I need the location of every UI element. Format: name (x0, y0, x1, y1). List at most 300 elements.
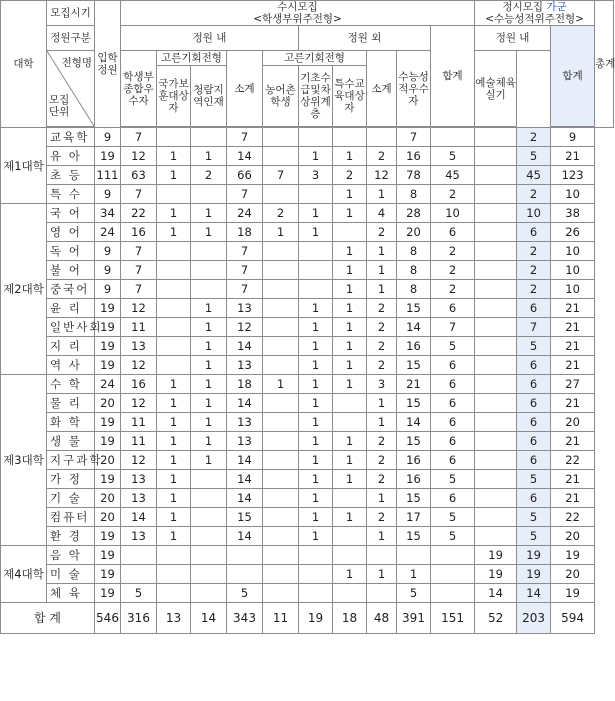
table-cell (475, 527, 517, 546)
table-cell (299, 280, 333, 299)
table-cell: 1 (299, 413, 333, 432)
header-jw-oe: 정원 외 (299, 26, 431, 51)
table-cell: 2 (431, 280, 475, 299)
table-cell (263, 565, 299, 584)
table-cell (263, 318, 299, 337)
table-cell: 1 (333, 185, 367, 204)
table-cell: 7 (121, 128, 157, 147)
table-cell (191, 470, 227, 489)
unit-name: 환 경 (47, 527, 95, 546)
table-cell (263, 451, 299, 470)
table-cell: 19 (95, 527, 121, 546)
table-cell: 7 (397, 128, 431, 147)
table-cell: 2 (263, 204, 299, 223)
total-cell: 391 (397, 603, 431, 634)
jeongsi-subtitle: <수능성적위주전형> (485, 13, 584, 25)
table-cell: 1 (157, 413, 191, 432)
table-cell (191, 565, 227, 584)
table-cell: 8 (397, 242, 431, 261)
table-cell: 1 (157, 394, 191, 413)
table-cell: 1 (299, 223, 333, 242)
table-row (1, 166, 614, 185)
table-cell: 1 (191, 318, 227, 337)
unit-name: 영 어 (47, 223, 95, 242)
table-cell: 1 (333, 356, 367, 375)
table-cell: 9 (95, 261, 121, 280)
table-cell: 1 (299, 508, 333, 527)
header-sogye1: 소계 (227, 51, 263, 127)
table-cell: 20 (95, 489, 121, 508)
table-cell (263, 299, 299, 318)
header-jeonhyeongmyeong: 전형명 (61, 57, 92, 69)
table-cell: 20 (95, 508, 121, 527)
table-cell: 16 (397, 147, 431, 166)
table-row (1, 546, 614, 565)
header-jw-nae2: 정원 내 (475, 26, 551, 51)
table-cell: 1 (299, 470, 333, 489)
table-cell: 7 (227, 261, 263, 280)
table-cell: 1 (333, 565, 367, 584)
table-cell (157, 337, 191, 356)
table-cell (157, 261, 191, 280)
table-cell: 12 (121, 147, 157, 166)
table-row (1, 204, 614, 223)
table-cell: 5 (517, 147, 551, 166)
table-cell: 1 (157, 147, 191, 166)
table-cell: 1 (333, 261, 367, 280)
table-cell: 2 (367, 299, 397, 318)
table-cell: 20 (95, 394, 121, 413)
table-cell (263, 261, 299, 280)
table-cell: 19 (95, 413, 121, 432)
table-cell: 1 (299, 299, 333, 318)
table-cell (227, 565, 263, 584)
table-cell: 1 (367, 242, 397, 261)
table-cell: 20 (551, 527, 595, 546)
table-cell (263, 356, 299, 375)
table-cell (157, 280, 191, 299)
table-cell: 6 (517, 223, 551, 242)
table-cell (263, 489, 299, 508)
table-cell: 1 (157, 223, 191, 242)
table-cell: 19 (95, 318, 121, 337)
table-cell: 5 (431, 147, 475, 166)
unit-name: 컴퓨터 (47, 508, 95, 527)
table-cell: 1 (299, 318, 333, 337)
table-cell: 10 (517, 204, 551, 223)
unit-name: 지구과학 (47, 451, 95, 470)
table-cell (191, 527, 227, 546)
table-row (1, 527, 614, 546)
table-cell: 1 (299, 337, 333, 356)
table-cell: 1 (333, 280, 367, 299)
table-cell (475, 185, 517, 204)
table-cell: 63 (121, 166, 157, 185)
table-cell: 1 (299, 204, 333, 223)
table-cell: 19 (95, 565, 121, 584)
table-cell: 7 (227, 128, 263, 147)
table-cell: 6 (517, 413, 551, 432)
table-cell: 13 (227, 356, 263, 375)
total-cell: 19 (299, 603, 333, 634)
total-row (1, 603, 614, 634)
table-cell: 1 (157, 470, 191, 489)
table-cell (475, 489, 517, 508)
table-cell (475, 166, 517, 185)
table-cell: 6 (431, 375, 475, 394)
table-cell: 66 (227, 166, 263, 185)
table-cell (475, 147, 517, 166)
table-row (1, 280, 614, 299)
table-cell: 21 (551, 489, 595, 508)
jeongsi-title (475, 1, 594, 13)
table-cell: 14 (227, 147, 263, 166)
table-cell (263, 546, 299, 565)
table-cell: 5 (517, 527, 551, 546)
table-cell: 1 (191, 413, 227, 432)
table-cell: 1 (299, 394, 333, 413)
header-hapgye2: 합계 (551, 26, 595, 127)
table-cell: 5 (517, 508, 551, 527)
table-cell (263, 337, 299, 356)
table-cell (299, 185, 333, 204)
table-cell: 7 (431, 318, 475, 337)
table-cell (157, 128, 191, 147)
table-cell: 13 (121, 489, 157, 508)
college-name: 제2대학 (1, 204, 47, 375)
table-cell: 1 (333, 147, 367, 166)
header-sogye2: 소계 (367, 51, 397, 127)
table-cell: 14 (227, 394, 263, 413)
table-cell: 5 (431, 337, 475, 356)
table-cell (157, 356, 191, 375)
table-cell: 22 (551, 451, 595, 470)
table-cell: 20 (551, 413, 595, 432)
table-cell: 6 (517, 489, 551, 508)
header-cheongnam: 청람지역인재 (191, 66, 227, 127)
table-cell: 1 (157, 527, 191, 546)
table-cell: 4 (367, 204, 397, 223)
table-cell: 1 (299, 489, 333, 508)
header-mojip-danwi: 모집단위 (49, 94, 70, 118)
table-cell: 2 (367, 470, 397, 489)
unit-name: 수 학 (47, 375, 95, 394)
table-cell: 6 (517, 432, 551, 451)
table-cell: 12 (227, 318, 263, 337)
table-cell: 9 (95, 185, 121, 204)
table-cell (475, 470, 517, 489)
susi-title: 수시모집 (277, 1, 318, 13)
table-cell: 1 (367, 413, 397, 432)
table-cell (367, 128, 397, 147)
table-cell (263, 508, 299, 527)
table-cell (475, 128, 517, 147)
table-cell: 13 (227, 413, 263, 432)
table-cell: 1 (191, 337, 227, 356)
table-cell: 9 (95, 242, 121, 261)
table-cell: 6 (517, 375, 551, 394)
table-cell: 7 (121, 261, 157, 280)
total-cell: 594 (551, 603, 595, 634)
table-cell: 21 (551, 432, 595, 451)
table-cell: 7 (263, 166, 299, 185)
table-cell: 2 (367, 147, 397, 166)
table-cell: 6 (517, 356, 551, 375)
table-cell: 7 (121, 185, 157, 204)
total-cell: 52 (475, 603, 517, 634)
table-cell: 7 (121, 280, 157, 299)
table-cell: 1 (191, 432, 227, 451)
header-haksaengbu: 학생부종합우수자 (121, 51, 157, 127)
table-cell: 19 (551, 546, 595, 565)
table-cell (191, 508, 227, 527)
jeongsi-ga: 가군 (546, 1, 567, 13)
table-row (1, 337, 614, 356)
table-cell: 2 (517, 261, 551, 280)
total-cell: 11 (263, 603, 299, 634)
table-cell: 1 (367, 527, 397, 546)
table-cell: 10 (551, 261, 595, 280)
table-cell: 1 (333, 470, 367, 489)
table-cell: 1 (333, 242, 367, 261)
table-cell: 22 (551, 508, 595, 527)
table-cell: 18 (227, 223, 263, 242)
table-cell: 5 (517, 337, 551, 356)
table-cell: 24 (95, 375, 121, 394)
table-cell: 6 (431, 489, 475, 508)
table-cell: 1 (299, 451, 333, 470)
table-cell: 19 (517, 546, 551, 565)
table-cell: 21 (551, 356, 595, 375)
college-name: 제4대학 (1, 546, 47, 603)
table-cell: 5 (431, 527, 475, 546)
table-cell: 10 (551, 280, 595, 299)
table-cell: 1 (191, 204, 227, 223)
table-cell: 7 (517, 318, 551, 337)
table-cell: 5 (431, 508, 475, 527)
table-cell (157, 584, 191, 603)
table-cell (263, 413, 299, 432)
table-cell (333, 394, 367, 413)
table-cell: 5 (397, 584, 431, 603)
table-cell: 1 (299, 147, 333, 166)
table-row (1, 223, 614, 242)
table-cell: 6 (431, 299, 475, 318)
table-cell: 8 (397, 261, 431, 280)
table-cell: 2 (367, 337, 397, 356)
table-cell (263, 128, 299, 147)
table-row (1, 375, 614, 394)
table-cell: 6 (431, 394, 475, 413)
table-cell: 1 (157, 204, 191, 223)
table-cell (121, 565, 157, 584)
table-cell: 21 (551, 147, 595, 166)
table-cell (263, 394, 299, 413)
header-goreun-nae: 고른기회전형 (157, 51, 227, 66)
table-cell: 5 (227, 584, 263, 603)
total-cell: 151 (431, 603, 475, 634)
table-cell (299, 128, 333, 147)
header-mojip-sigi: 모집시기 (47, 1, 95, 26)
table-cell (431, 546, 475, 565)
table-cell: 1 (263, 375, 299, 394)
table-cell: 1 (157, 451, 191, 470)
table-cell: 1 (333, 318, 367, 337)
table-cell: 19 (551, 584, 595, 603)
table-cell: 1 (157, 375, 191, 394)
table-cell: 1 (333, 337, 367, 356)
table-cell (397, 546, 431, 565)
table-cell (191, 489, 227, 508)
header-susi (121, 1, 475, 26)
table-cell: 19 (475, 565, 517, 584)
table-cell: 5 (121, 584, 157, 603)
table-row (1, 128, 614, 147)
header-daehak: 대학 (1, 1, 47, 128)
table-cell: 13 (227, 299, 263, 318)
unit-name: 물 리 (47, 394, 95, 413)
header-jeongsi (475, 1, 595, 26)
table-cell (157, 565, 191, 584)
table-cell: 2 (191, 166, 227, 185)
table-cell: 26 (551, 223, 595, 242)
table-cell: 6 (431, 432, 475, 451)
table-cell: 2 (367, 318, 397, 337)
table-cell: 19 (95, 337, 121, 356)
table-cell: 10 (551, 185, 595, 204)
unit-name: 음 악 (47, 546, 95, 565)
table-cell: 2 (517, 280, 551, 299)
table-cell: 12 (121, 299, 157, 318)
table-cell: 17 (397, 508, 431, 527)
table-cell (333, 413, 367, 432)
unit-name: 체 육 (47, 584, 95, 603)
table-cell (333, 223, 367, 242)
table-cell: 1 (157, 432, 191, 451)
total-cell: 343 (227, 603, 263, 634)
table-cell: 1 (367, 565, 397, 584)
table-row (1, 489, 614, 508)
table-cell (157, 546, 191, 565)
total-label: 합 계 (1, 603, 95, 634)
table-cell (263, 147, 299, 166)
table-cell (475, 280, 517, 299)
table-cell: 6 (431, 356, 475, 375)
table-cell (475, 204, 517, 223)
table-cell: 15 (397, 394, 431, 413)
table-cell: 11 (121, 432, 157, 451)
table-cell (191, 546, 227, 565)
table-cell: 1 (191, 451, 227, 470)
table-cell: 14 (227, 527, 263, 546)
table-cell: 2 (517, 242, 551, 261)
table-cell: 1 (191, 147, 227, 166)
table-cell: 2 (367, 508, 397, 527)
table-cell: 28 (397, 204, 431, 223)
table-cell: 12 (121, 356, 157, 375)
table-cell: 19 (95, 470, 121, 489)
table-cell: 38 (551, 204, 595, 223)
table-cell: 9 (95, 128, 121, 147)
table-cell: 19 (475, 546, 517, 565)
table-cell (299, 546, 333, 565)
table-cell: 1 (299, 375, 333, 394)
table-cell (157, 242, 191, 261)
table-cell: 16 (397, 337, 431, 356)
table-cell: 1 (191, 356, 227, 375)
table-cell (191, 242, 227, 261)
table-cell (227, 546, 263, 565)
table-cell: 2 (333, 166, 367, 185)
total-cell: 203 (517, 603, 551, 634)
table-cell (475, 299, 517, 318)
table-cell (121, 546, 157, 565)
header-jw-nae: 정원 내 (121, 26, 299, 51)
table-cell (263, 432, 299, 451)
table-cell: 1 (367, 394, 397, 413)
table-cell (475, 375, 517, 394)
unit-name: 국 어 (47, 204, 95, 223)
table-cell: 14 (227, 451, 263, 470)
unit-name: 불 어 (47, 261, 95, 280)
table-cell: 2 (367, 223, 397, 242)
table-cell (157, 185, 191, 204)
table-cell: 1 (299, 527, 333, 546)
table-row (1, 584, 614, 603)
table-cell: 21 (551, 299, 595, 318)
table-cell: 24 (227, 204, 263, 223)
table-cell: 7 (227, 185, 263, 204)
header-jeongwon-gubun: 정원구분 (47, 26, 95, 51)
table-cell: 21 (551, 318, 595, 337)
table-cell: 15 (397, 527, 431, 546)
table-cell (431, 584, 475, 603)
table-cell: 14 (475, 584, 517, 603)
unit-name: 미 술 (47, 565, 95, 584)
table-row (1, 356, 614, 375)
table-cell (431, 128, 475, 147)
table-cell (191, 185, 227, 204)
table-cell: 20 (551, 565, 595, 584)
unit-name: 역 사 (47, 356, 95, 375)
table-cell: 21 (551, 470, 595, 489)
table-cell: 7 (227, 242, 263, 261)
total-cell: 316 (121, 603, 157, 634)
table-cell: 123 (551, 166, 595, 185)
table-cell (157, 299, 191, 318)
table-cell (333, 527, 367, 546)
table-cell: 1 (367, 280, 397, 299)
table-cell: 27 (551, 375, 595, 394)
table-cell: 6 (517, 394, 551, 413)
table-cell: 1 (191, 223, 227, 242)
table-cell: 1 (157, 489, 191, 508)
table-row (1, 470, 614, 489)
table-cell: 10 (551, 242, 595, 261)
table-cell: 21 (551, 337, 595, 356)
header-gicho: 기초수급및차상위계층 (299, 66, 333, 127)
unit-name: 유 아 (47, 147, 95, 166)
table-cell: 15 (397, 489, 431, 508)
table-cell: 1 (299, 356, 333, 375)
table-row (1, 318, 614, 337)
header-chonggye: 총계 (595, 1, 614, 128)
table-cell: 2 (517, 185, 551, 204)
table-cell: 1 (191, 394, 227, 413)
table-cell: 12 (367, 166, 397, 185)
table-cell: 1 (299, 432, 333, 451)
table-cell: 1 (263, 223, 299, 242)
